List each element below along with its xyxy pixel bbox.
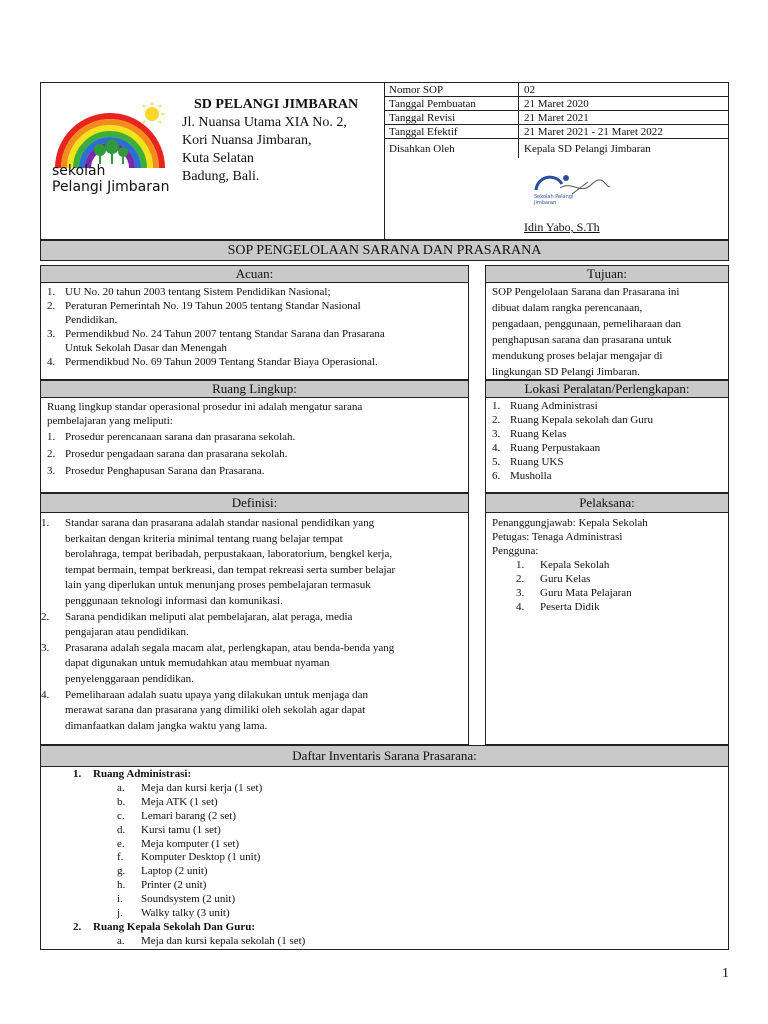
definition-line: tempat bermain, tempat berkreasi, dan tempat rekreasi serta sumber belajar [65,563,396,576]
user-item-text: Guru Mata Pelajaran [540,587,632,599]
list-item [41,810,728,824]
acuan-item-text: Peraturan Pemerintah No. 19 Tahun 2005 tentang Standar Nasional [65,300,361,312]
location-item-text: Ruang Kepala sekolah dan Guru [510,414,653,426]
logo-text-1: sekolah [52,163,106,179]
definition-line: penggunaan teknologi informasi dan komunikasi. [65,594,283,607]
item-number: 3. [41,641,50,654]
scope-item-text: Prosedur Penghapusan Sarana dan Prasarana. [65,465,265,477]
inventory-item-text: Meja komputer (1 set) [141,837,240,850]
item-letter: h. [117,879,126,892]
item-number: 2. [516,573,525,585]
approved-by-label: Disahkan Oleh [389,143,455,155]
definition-line: dapat digunakan untuk memudahkan atau membuat nyaman [65,657,330,670]
definition-line: penyelenggaraan pendidikan. [65,672,194,685]
definition-line: berolahraga, tempat beribadah, perpustakaan, laboratorium, bengkel kerja, [65,548,393,561]
address-line: Jl. Nuansa Utama XIA No. 2, [182,115,347,130]
scope-item-text: Prosedur perencanaan sarana dan prasarana sekolah. [65,431,296,443]
item-number: 3. [47,328,56,340]
item-letter: f. [117,851,124,864]
definition-line: Prasarana adalah segala macam alat, perlengkapan, atau benda-benda yang [65,641,395,654]
list-item [492,441,724,455]
room-heading [41,921,728,935]
tujuan-line: lingkungan SD Pelangi Jimbaran. [492,366,640,378]
location-item-text: Ruang Administrasi [510,400,598,412]
list-item [41,782,728,796]
item-letter: a. [117,934,125,947]
acuan-item-text: UU No. 20 tahun 2003 tentang Sistem Pendidikan Nasional; [65,286,331,298]
list-item [41,907,728,921]
item-letter: c. [117,809,125,822]
list-item [492,413,724,427]
item-letter: b. [117,795,126,808]
tujuan-line: penghapusan sarana dan prasarana untuk [492,334,672,346]
approved-by-value: Kepala SD Pelangi Jimbaran [524,143,651,155]
list-item [492,572,724,586]
item-letter: g. [117,865,126,878]
pengguna-label: Pengguna: [492,545,539,557]
room-heading [41,768,728,782]
sop-number-value: 02 [524,84,535,96]
acuan-item-text: Permendikbud No. 24 Tahun 2007 tentang Standar Sarana dan Prasarana [65,328,385,340]
effective-date-value: 21 Maret 2021 - 21 Maret 2022 [524,126,663,138]
item-letter: a. [117,781,125,794]
inventaris-heading: Daftar Inventaris Sarana Prasarana: [41,746,728,767]
inventory-item-text: Soundsystem (2 unit) [141,893,236,906]
list-item [41,516,456,610]
sop-number-label: Nomor SOP [389,84,444,96]
signatory-name: Idin Yabo, S.Th [524,220,600,234]
item-number: 1. [47,286,56,298]
ruang-lingkup-heading: Ruang Lingkup: [41,381,468,398]
user-item-text: Kepala Sekolah [540,559,610,571]
revision-date-value: 21 Maret 2021 [524,112,589,124]
school-name: SD PELANGI JIMBARAN [194,97,359,112]
item-number: 2. [492,414,501,426]
list-item [492,455,724,469]
definition-line: berkaitan dengan kriteria minimal tentang ruang belajar tempat [65,532,343,545]
item-number: 1. [73,768,82,780]
item-number: 2. [47,448,56,460]
item-number: 3. [47,465,56,477]
ruang-lingkup-section [40,380,469,493]
user-item-text: Guru Kelas [540,573,591,585]
list-item [492,427,724,441]
item-number: 4. [516,601,525,613]
sop-title: SOP PENGELOLAAN SARANA DAN PRASARANA [227,243,542,258]
definition-line: pengajaran atau pendidikan. [65,626,189,639]
list-item [41,893,728,907]
tujuan-line: pengadaan, penggunaan, pemeliharaan dan [492,318,682,330]
acuan-heading: Acuan: [41,266,468,283]
acuan-item-text: Permendikbud No. 69 Tahun 2009 Tentang Standar Biaya Operasional. [65,356,378,368]
list-item [492,469,724,483]
list-item [41,355,462,369]
created-date-label: Tanggal Pembuatan [389,98,476,110]
list-item [41,610,456,641]
inventory-item-text: Komputer Desktop (1 unit) [141,851,261,864]
revision-date-label: Tanggal Revisi [389,112,456,124]
list-item [41,824,728,838]
room-name: Ruang Kepala Sekolah Dan Guru: [93,920,255,933]
effective-date-label: Tanggal Efektif [389,126,458,138]
list-item [41,935,728,949]
list-item [41,796,728,810]
inventory-item-text: Meja dan kursi kepala sekolah (1 set) [141,934,306,947]
definition-line: Standar sarana dan prasarana adalah standar nasional pendidikan yang [65,517,375,529]
definisi-section [40,493,469,745]
address-line: Badung, Bali. [182,169,260,184]
logo-text-2: Pelangi Jimbaran [52,179,170,195]
sop-title-bar [40,240,729,261]
inventory-item-text: Printer (2 unit) [141,879,207,892]
signature-stamp [532,170,612,210]
pelaksana-section [485,493,729,745]
item-number: 3. [492,428,501,440]
item-number: 5. [492,456,501,468]
penanggung-jawab: Penanggungjawab: Kepala Sekolah [492,517,648,529]
list-item [41,865,728,879]
item-number: 3. [516,587,525,599]
room-name: Ruang Administrasi: [93,768,192,780]
pelaksana-heading: Pelaksana: [486,494,728,513]
item-number: 4. [41,688,50,701]
tujuan-line: SOP Pengelolaan Sarana dan Prasarana ini [492,286,680,298]
acuan-item-text: Untuk Sekolah Dasar dan Menengah [65,342,227,354]
item-number: 2. [41,610,50,623]
item-number: 1. [47,431,56,443]
lokasi-section [485,380,729,493]
list-item [41,851,728,865]
ruang-lingkup-intro: Ruang lingkup standar operasional prosedur ini adalah mengatur sarana [47,401,363,413]
inventory-item-text: Lemari barang (2 set) [141,809,236,822]
address-line: Kuta Selatan [182,151,254,166]
sop-info-table [384,82,729,158]
item-number: 1. [492,400,501,412]
definisi-heading: Definisi: [41,494,468,513]
inventory-item-text: Walky talky (3 unit) [141,907,230,920]
stamp-text: Sekolah Pelangi Jimbaran [534,194,574,206]
inventory-item-text: Meja dan kursi kerja (1 set) [141,781,263,794]
scope-item-text: Prosedur pengadaan sarana dan prasarana sekolah. [65,448,288,460]
school-address [182,114,347,186]
list-item [41,838,728,852]
list-item [41,285,462,299]
tujuan-section [485,265,729,380]
list-item [492,399,724,413]
item-letter: d. [117,823,126,836]
definition-line: merawat sarana dan prasarana yang dimiliki oleh sekolah agar dapat [65,704,366,717]
item-letter: e. [117,837,125,850]
item-number: 2. [47,300,56,312]
inventory-item-text: Kursi tamu (1 set) [141,823,221,836]
ruang-lingkup-intro: pembelajaran yang meliputi: [47,415,173,427]
tujuan-line: mendukung proses belajar mengajar di [492,350,663,362]
inventory-item-text: Meja ATK (1 set) [141,795,218,808]
list-item [41,879,728,893]
list-item [41,641,456,688]
inventaris-section [40,745,729,950]
list-item [492,586,724,600]
location-item-text: Ruang Perpustakaan [510,442,601,454]
list-item [41,688,456,735]
list-item [47,464,464,478]
item-letter: i. [117,893,123,906]
page-number: 1 [722,966,729,981]
tujuan-heading: Tujuan: [486,266,728,283]
item-number: 1. [516,559,525,571]
location-item-text: Ruang Kelas [510,428,567,440]
list-item [47,447,464,461]
item-letter: j. [117,907,123,920]
list-item [47,430,464,444]
petugas: Petugas: Tenaga Administrasi [492,531,623,543]
created-date-value: 21 Maret 2020 [524,98,589,110]
definition-line: lain yang diperlukan untuk menunjang proses pembelajaran termasuk [65,579,371,592]
location-item-text: Musholla [510,470,552,482]
lokasi-heading: Lokasi Peralatan/Perlengkapan: [486,381,728,398]
item-number: 6. [492,470,501,482]
list-item [41,299,462,327]
list-item [492,600,724,614]
item-number: 4. [492,442,501,454]
list-item [41,327,462,355]
location-item-text: Ruang UKS [510,456,564,468]
definition-line: dimanfaatkan dalam jangka waktu yang lama. [65,719,268,732]
inventory-item-text: Laptop (2 unit) [141,865,208,878]
definition-line: Sarana pendidikan meliputi alat pembelajaran, alat peraga, media [65,610,353,623]
definition-line: Pemeliharaan adalah suatu upaya yang dilakukan untuk menjaga dan [65,688,369,701]
list-item [492,558,724,572]
acuan-item-text: Pendidikan. [65,314,118,326]
item-number: 2. [73,920,82,933]
acuan-section [40,265,469,380]
item-number: 4. [47,356,56,368]
item-number: 1. [41,517,50,529]
address-line: Kori Nuansa Jimbaran, [182,133,312,148]
user-item-text: Peserta Didik [540,601,600,613]
tujuan-line: dibuat dalam rangka perencanaan, [492,302,643,314]
